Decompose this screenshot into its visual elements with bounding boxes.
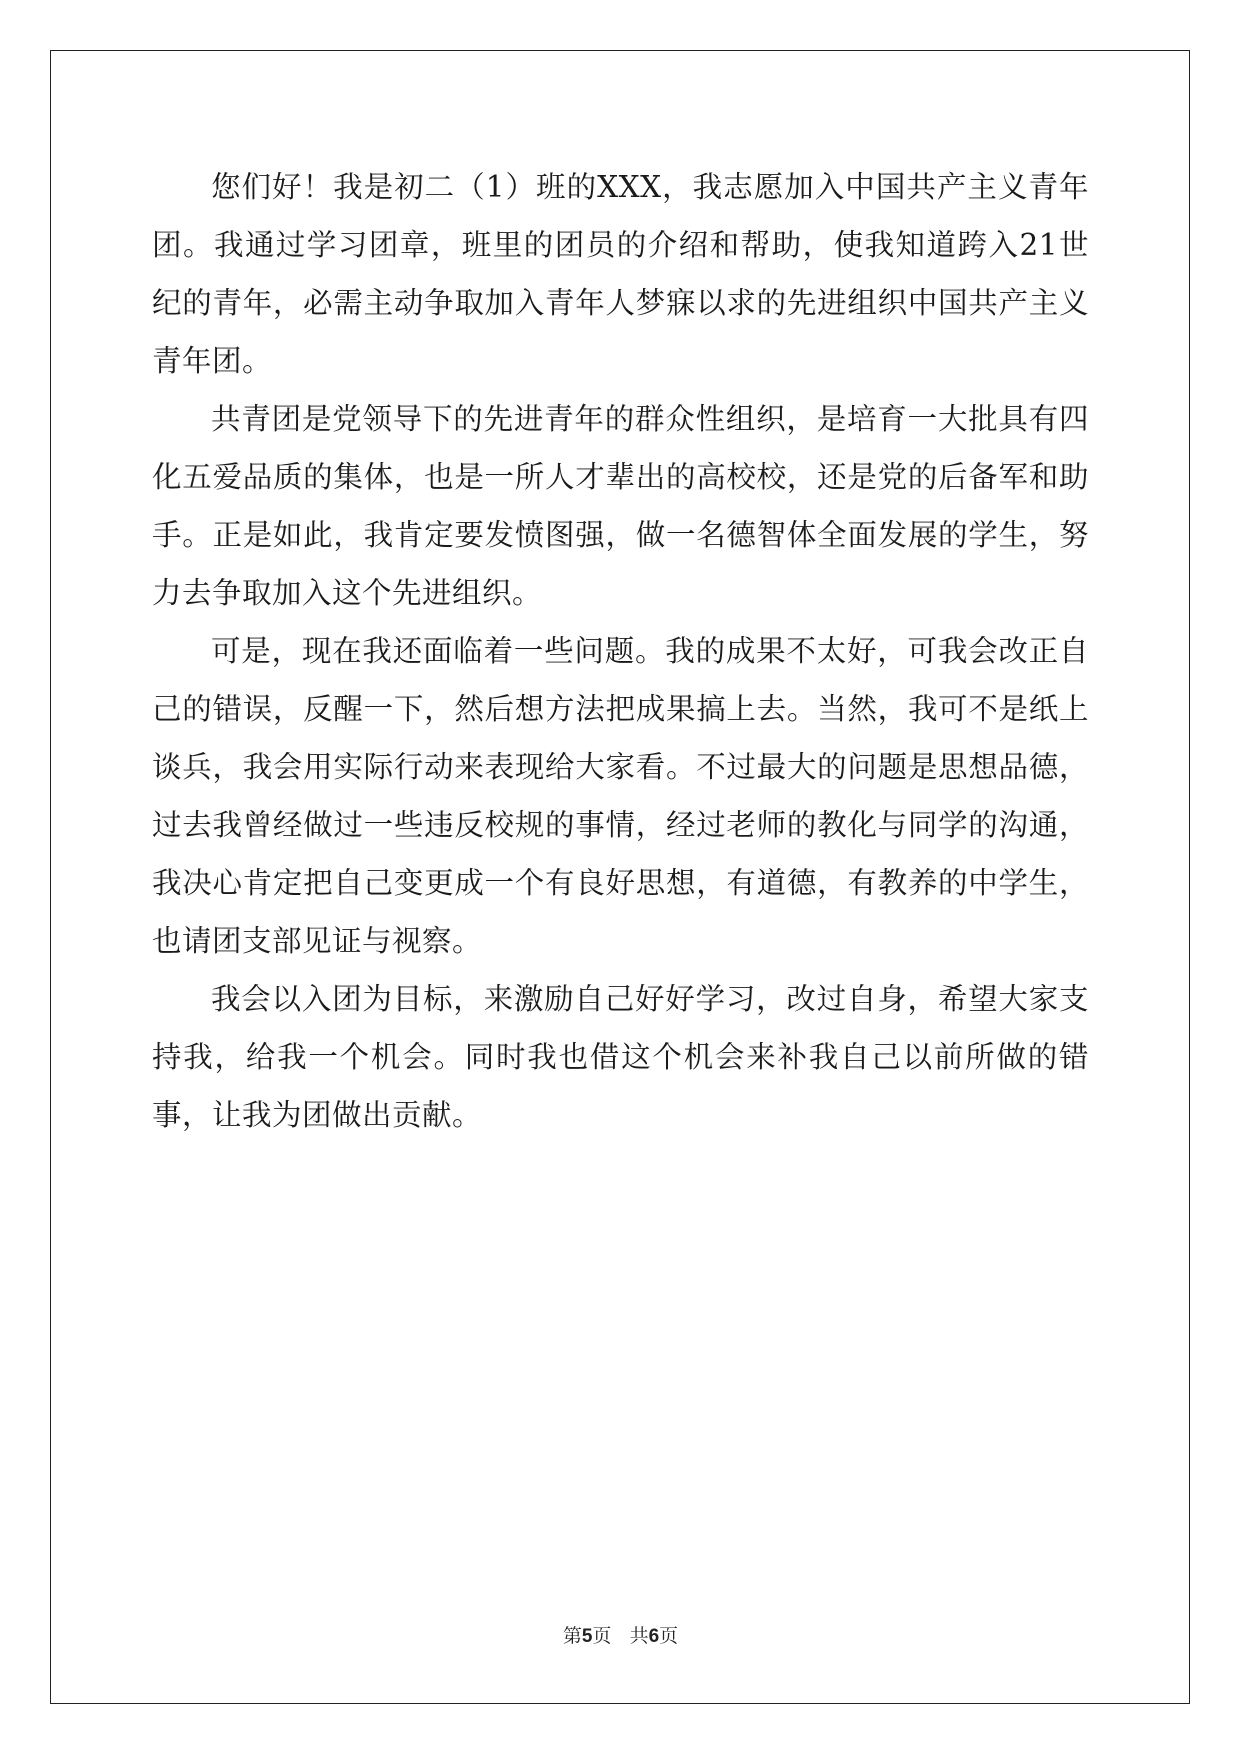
total-prefix: 共 xyxy=(629,1625,649,1647)
paragraph-4: 我会以入团为目标，来激励自己好好学习，改过自身，希望大家支持我，给我一个机会。同时我也借这个机会来补我自己以前所做的错事，让我为团做出贡献。 xyxy=(152,982,1089,1132)
total-suffix: 页 xyxy=(659,1625,679,1647)
page-suffix: 页 xyxy=(592,1625,612,1647)
current-page-number: 5 xyxy=(581,1626,593,1647)
total-page-number: 6 xyxy=(648,1626,660,1647)
page-prefix: 第 xyxy=(562,1625,582,1647)
document-body xyxy=(152,158,1089,1144)
paragraph-3: 可是，现在我还面临着一些问题。我的成果不太好，可我会改正自己的错误，反醒一下，然后想方法把成果搞上去。当然，我可不是纸上谈兵，我会用实际行动来表现给大家看。不过最大的问题是思想品德，过去我曾经做过一些违反校规的事情，经过老师的教化与同学的沟通，我决心肯定把自己变更成一个有良好思想，有道德，有教养的中学生，也请团支部见证与视察。 xyxy=(152,634,1089,958)
page-footer xyxy=(0,1624,1241,1649)
paragraph-1: 您们好！我是初二（1）班的XXX，我志愿加入中国共产主义青年团。我通过学习团章，班里的团员的介绍和帮助，使我知道跨入21世纪的青年，必需主动争取加入青年人梦寐以求的先进组织中国共产主义青年团。 xyxy=(152,170,1089,378)
paragraph-2: 共青团是党领导下的先进青年的群众性组织，是培育一大批具有四化五爱品质的集体，也是一所人才辈出的高校校，还是党的后备军和助手。正是如此，我肯定要发愤图强，做一名德智体全面发展的学生，努力去争取加入这个先进组织。 xyxy=(152,402,1089,610)
